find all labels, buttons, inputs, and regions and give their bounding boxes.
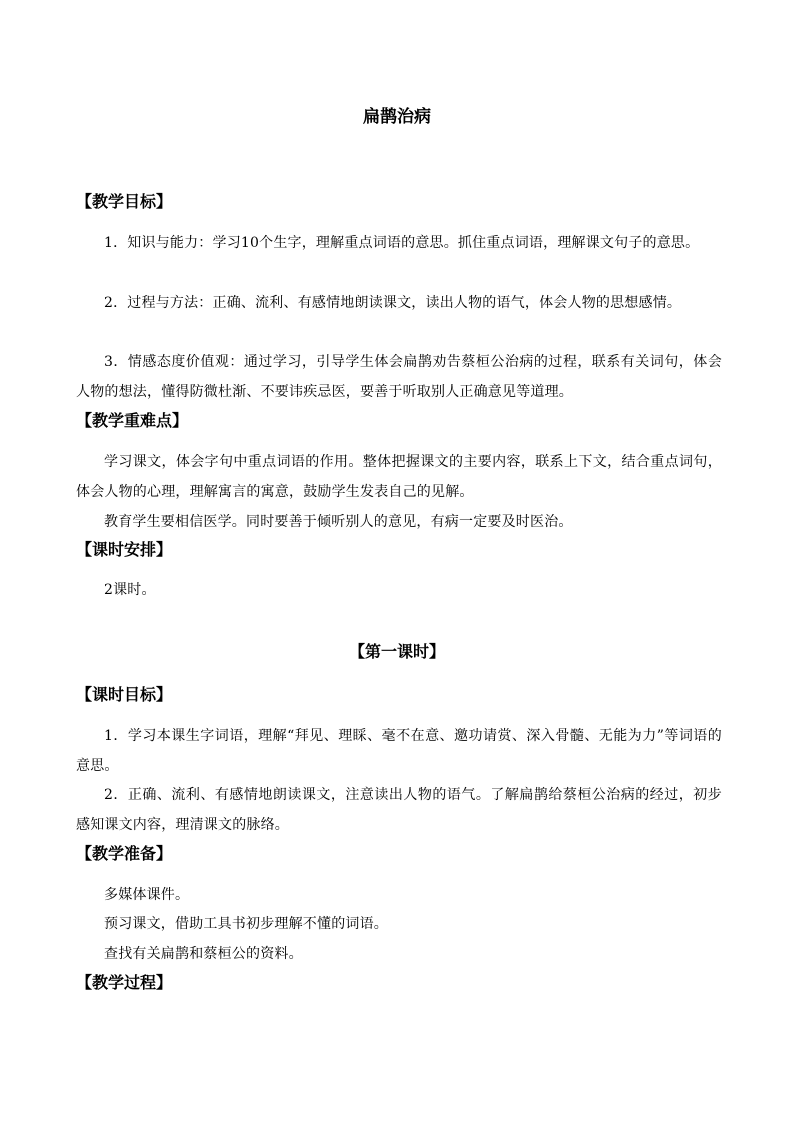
goal-item-1: 1．知识与能力：学习10个生字，理解重点词语的意思。抓住重点词语，理解课文句子的意思。 — [104, 235, 700, 251]
heading-lesson-goals: 【课时目标】 — [76, 685, 173, 704]
goal-item-2: 2．过程与方法：正确、流利、有感情地朗读课文，读出人物的语气，体会人物的思想感情。 — [104, 295, 682, 311]
heading-key-points: 【教学重难点】 — [76, 411, 189, 430]
heading-process: 【教学过程】 — [76, 973, 173, 992]
goal-item-3: 3．情感态度价值观：通过学习，引导学生体会扁鹊劝告蔡桓公治病的过程，联系有关词句，体会人物的想法，懂得防微杜渐、不要讳疾忌医，要善于听取别人正确意见等道理。 — [76, 354, 722, 400]
page-title: 扁鹊治病 — [363, 107, 431, 127]
preparation-item-1: 多媒体课件。 — [104, 887, 190, 903]
lesson-goal-1: 1．学习本课生字词语，理解“拜见、理睬、毫不在意、邀功请赏、深入骨髓、无能为力”等词语的意思。 — [76, 728, 722, 774]
key-point-2: 教育学生要相信医学。同时要善于倾听别人的意见，有病一定要及时医治。 — [104, 514, 573, 530]
preparation-item-3: 查找有关扁鹊和蔡桓公的资料。 — [104, 946, 303, 962]
lesson-goal-2: 2．正确、流利、有感情地朗读课文，注意读出人物的语气。了解扁鹊给蔡桓公治病的经过，初步感知课文内容，理清课文的脉络。 — [76, 787, 722, 833]
key-point-1: 学习课文，体会字句中重点词语的作用。整体把握课文的主要内容，联系上下文，结合重点词句，体会人物的心理，理解寓言的寓意，鼓励学生发表自己的见解。 — [76, 454, 722, 500]
heading-schedule: 【课时安排】 — [76, 540, 173, 559]
schedule-text: 2课时。 — [104, 582, 156, 598]
heading-teaching-goals: 【教学目标】 — [76, 192, 173, 211]
heading-lesson-one: 【第一课时】 — [348, 642, 445, 661]
preparation-item-2: 预习课文，借助工具书初步理解不懂的词语。 — [104, 916, 388, 932]
heading-preparation: 【教学准备】 — [76, 844, 173, 863]
